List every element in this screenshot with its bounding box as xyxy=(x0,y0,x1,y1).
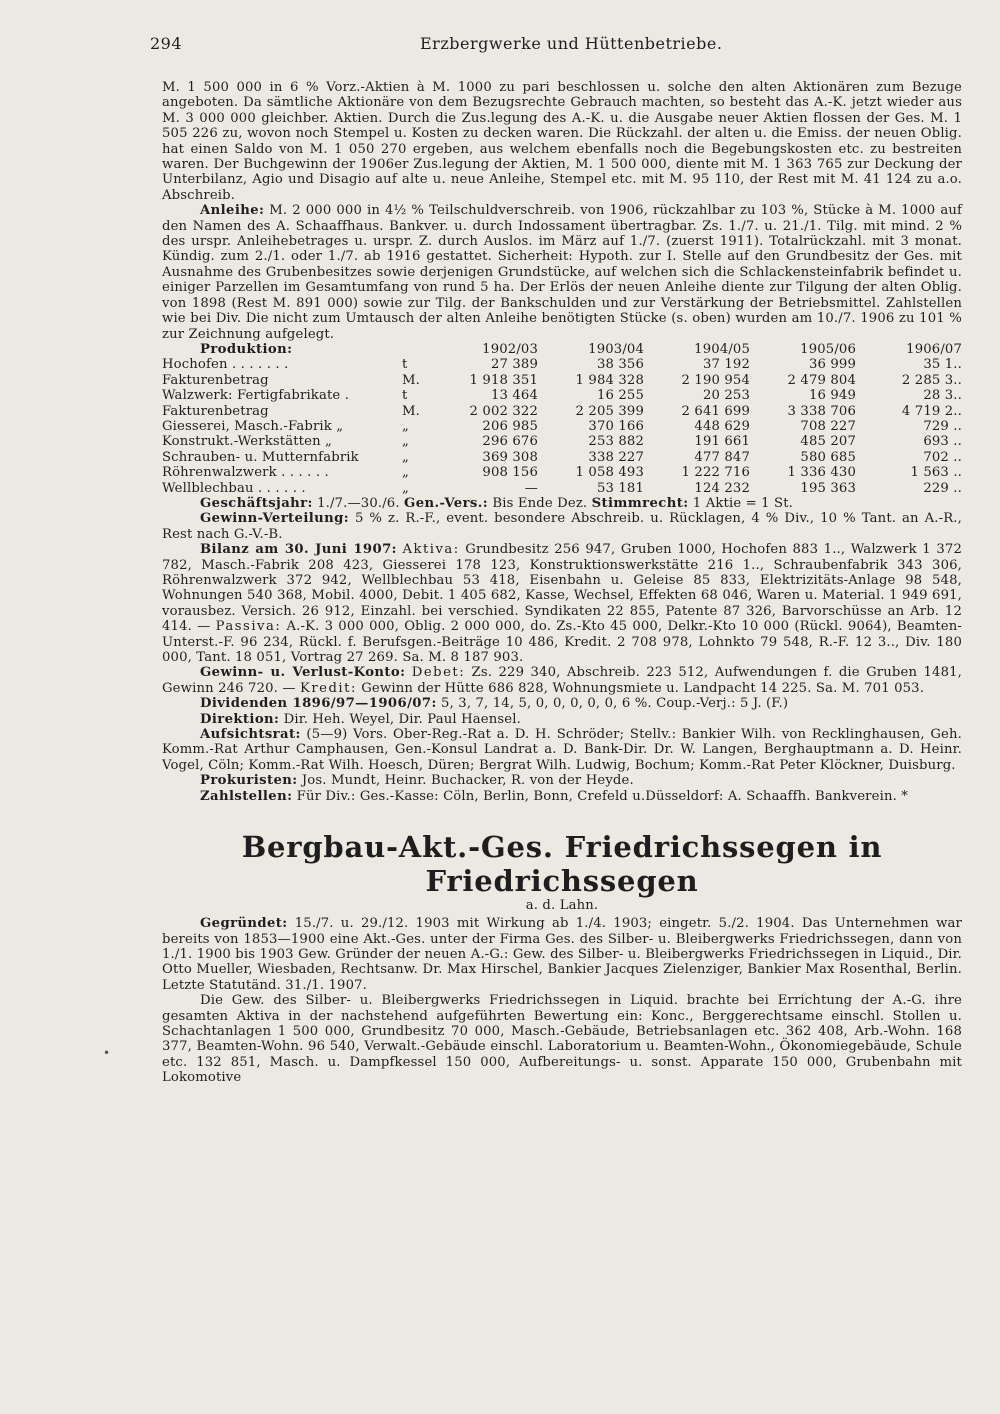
production-rows xyxy=(162,357,962,496)
page-body xyxy=(162,80,962,1086)
production-cell: 37 192 xyxy=(702,357,750,373)
production-cell: 702 .. xyxy=(923,449,962,465)
production-cell: 485 207 xyxy=(800,434,856,450)
company-title: Bergbau-Akt.-Ges. Friedrichssegen in Friedrichssegen xyxy=(241,830,883,899)
company-subtitle: a. d. Lahn. xyxy=(525,898,599,914)
production-cell: 3 338 706 xyxy=(787,403,856,419)
production-row-label: Walzwerk: Fertigfabrikate . xyxy=(162,388,350,404)
production-cell: 2 190 954 xyxy=(681,372,750,388)
production-cell: — xyxy=(524,480,538,496)
production-row-label: Fakturenbetrag xyxy=(162,403,269,419)
gv-text: Bis Ende Dez. xyxy=(488,495,592,511)
production-row xyxy=(162,373,962,388)
production-cell: 296 676 xyxy=(482,434,538,450)
production-row-unit: „ xyxy=(402,465,409,481)
anleihe-paragraph xyxy=(162,203,962,342)
anleihe-label: Anleihe: xyxy=(200,203,265,219)
production-cell: 369 308 xyxy=(482,449,538,465)
production-row-unit: M. xyxy=(402,372,420,388)
gegruendet-paragraph xyxy=(162,916,962,993)
gegruendet-text: 15./7. u. 29./12. 1903 mit Wirkung ab 1./4. 1903; eingetr. 5./2. 1904. Das Unternehmen war bereits von 1853—1900 eine Akt.-Ges. unter der Firma Ges. des Silber- u. Bleibergwerks Friedrichssegen, dann von 1./1. 1900 bis 1903 Gew. Gründer der neuen A.-G.: Gew. des Silber- u. Bleibergwerks Friedrichssegen in Liquid., Dir. Otto Mueller, Wiesbaden, Rechtsanw. Dr. Max Hirschel, Bankier Jacques Zielenziger, Bankier Max Rosenthal, Berlin. Letzte Statutänd. 31./1. 1907. xyxy=(162,916,962,993)
production-cell: 2 205 399 xyxy=(575,403,644,419)
gewinn-label: Gewinn-Verteilung: xyxy=(200,511,350,527)
guv-paragraph xyxy=(162,665,962,696)
production-cell: 27 389 xyxy=(490,357,538,373)
production-cell: 729 .. xyxy=(923,418,962,434)
production-cell: 191 661 xyxy=(694,434,750,450)
stimmrecht-text: 1 Aktie = 1 St. xyxy=(688,495,794,511)
gewinn-text: 5 % z. R.-F., event. besondere Abschreib. u. Rücklagen, 4 % Div., 10 % Tant. an A.-R., Rest nach G.-V.-B. xyxy=(162,511,962,542)
production-cell: 124 232 xyxy=(694,480,750,496)
aktiva-label: Aktiva: xyxy=(402,542,460,558)
year-col-3: 1904/05 xyxy=(694,341,750,357)
production-cell: 195 363 xyxy=(800,480,856,496)
production-cell: 908 156 xyxy=(482,465,538,481)
debet-label: Debet: xyxy=(411,665,466,681)
production-cell: 229 .. xyxy=(923,480,962,496)
running-title: Erzbergwerke und Hüttenbetriebe. xyxy=(420,34,723,53)
production-row-label: Fakturenbetrag xyxy=(162,372,269,388)
zahlstellen-text: Für Div.: Ges.-Kasse: Cöln, Berlin, Bonn, Crefeld u.Düsseldorf: A. Schaaffh. Bankverein. * xyxy=(292,788,909,804)
production-cell: 2 285 3.. xyxy=(901,372,962,388)
page-header xyxy=(150,34,970,56)
production-row xyxy=(162,419,962,434)
production-label: Produktion: xyxy=(200,341,293,357)
bilanz-text-2: A.-K. 3 000 000, Oblig. 2 000 000, do. Zs.-Kto 45 000, Delkr.-Kto 10 000 (Rückl. 9064), Beamten-Unterst.-F. 96 234, Rückl. f. Berufsgen.-Beiträge 10 486, Kredit. 2 708 978, Lohnkto 79 548, R.-F. 12 3.., Div. 180 000, Tant. 18 051, Vortrag 27 269. Sa. M. 8 187 903. xyxy=(162,619,963,666)
aktiva-einbringung-paragraph: Die Gew. des Silber- u. Bleibergwerks Friedrichssegen in Liquid. brachte bei Errichtung der A.-G. ihre gesamten Aktiva in der nachstehend aufgeführten Bewertung ein: Konc., Berggerechtsame einschl. Stollen u. Schachtanlagen 1 500 000, Grundbesitz 70 000, Masch.-Gebäude, Betriebsanlagen etc. 362 408, Arb.-Wohn. 168 377, Beamten-Wohn. 96 540, Verwalt.-Gebäude einschl. Laboratorium u. Beamten-Wohn., Ökonomiegebäude, Schule etc. 132 851, Masch. u. Dampfkessel 150 000, Aufbereitungs- u. sonst. Apparate 150 000, Grubenbahn mit Lokomotive xyxy=(162,993,962,1086)
production-cell: 4 719 2.. xyxy=(901,403,962,419)
production-cell: 38 356 xyxy=(596,357,644,373)
prokuristen-paragraph xyxy=(162,773,962,788)
production-cell: 20 253 xyxy=(702,388,750,404)
stimmrecht-label: Stimmrecht: xyxy=(591,495,689,511)
bilanz-paragraph xyxy=(162,542,962,665)
production-row-unit: t xyxy=(402,357,408,373)
dividends-label: Dividenden 1896/97—1906/07: xyxy=(200,696,437,712)
meta-paragraph xyxy=(162,496,962,511)
production-cell: 338 227 xyxy=(588,449,644,465)
gewinn-paragraph xyxy=(162,511,962,542)
production-cell: 28 3.. xyxy=(923,388,962,404)
production-row-label: Schrauben- u. Mutternfabrik xyxy=(162,449,359,465)
page-number: 294 xyxy=(150,34,183,53)
guv-text-1: Zs. 229 340, Abschreib. 223 512, Aufwendungen f. die Gruben 1481, Gewinn 246 720. — xyxy=(162,665,962,696)
anleihe-text: M. 2 000 000 in 4½ % Teilschuldverschreib. von 1906, rückzahlbar zu 103 %, Stücke à M. 1000 auf den Namen des A. Schaaffhaus. Bankver. u. durch Indossament übertragbar. Zs. 1./7. u. 21./1. Tilg. mit mind. 2 % des urspr. Anleihebetrages u. urspr. Z. durch Auslos. im März auf 1./7. (zuerst 1911). Totalrückzahl. mit 3 monat. Kündig. zum 2./1. oder 1./7. ab 1916 gestattet. Sicherheit: Hypoth. zur I. Stelle auf den Grundbesitz der Ges. mit Ausnahme des Grubenbesitzes sowie derjenigen Grundstücke, auf welchen sich die Schlackensteinfabrik befindet u. einiger Parzellen im Gesamtumfang von rund 5 ha. Der Erlös der neuen Anleihe diente zur Tilgung der alten Oblig. von 1898 (Rest M. 891 000) sowie zur Tilg. der Bankschulden und zur Verstärkung der Betriebsmittel. Zahlstellen wie bei Div. Die nicht zum Umtausch der alten Anleihe benötigten Stücke (s. oben) wurden am 10./7. 1906 zu 101 % zur Zeichnung aufgelegt. xyxy=(162,203,962,342)
direktion-text: Dir. Heh. Weyel, Dir. Paul Haensel. xyxy=(279,711,521,727)
production-cell: 477 847 xyxy=(694,449,750,465)
zahlstellen-paragraph xyxy=(162,789,962,804)
production-row xyxy=(162,404,962,419)
gv-label: Gen.-Vers.: xyxy=(404,495,489,511)
production-row-unit: „ xyxy=(402,480,409,496)
production-cell: 2 479 804 xyxy=(787,372,856,388)
production-header-row xyxy=(162,342,962,357)
production-cell: 693 .. xyxy=(923,434,962,450)
production-cell: 35 1.. xyxy=(923,357,962,373)
prokuristen-text: Jos. Mundt, Heinr. Buchacker, R. von der Heyde. xyxy=(297,773,634,789)
production-cell: 1 336 430 xyxy=(787,465,856,481)
production-cell: 253 882 xyxy=(588,434,644,450)
production-row xyxy=(162,388,962,403)
production-cell: 708 227 xyxy=(800,418,856,434)
gegruendet-label: Gegründet: xyxy=(200,916,288,932)
zahlstellen-label: Zahlstellen: xyxy=(200,788,293,804)
dividends-paragraph xyxy=(162,696,962,711)
production-row-label: Konstrukt.-Werkstätten „ xyxy=(162,434,333,450)
aufsichtsrat-text: (5—9) Vors. Ober-Reg.-Rat a. D. H. Schröder; Stellv.: Bankier Wilh. von Recklinghausen, Geh. Komm.-Rat Arthur Camphausen, Gen.-Konsul Landrat a. D. Bank-Dir. Dr. W. Langen, Berghauptmann a. D. Heinr. Vogel, Cöln; Komm.-Rat Wilh. Hoesch, Düren; Bergrat Wilh. Ludwig, Bochum; Komm.-Rat Peter Klöckner, Duisburg. xyxy=(162,727,962,773)
guv-label: Gewinn- u. Verlust-Konto: xyxy=(200,665,406,681)
direktion-paragraph xyxy=(162,712,962,727)
production-row xyxy=(162,434,962,449)
production-row xyxy=(162,357,962,372)
production-cell: 1 058 493 xyxy=(575,465,644,481)
kredit-label: Kredit: xyxy=(300,680,357,696)
production-cell: 1 563 .. xyxy=(910,465,962,481)
production-cell: 16 255 xyxy=(596,388,644,404)
prokuristen-label: Prokuristen: xyxy=(200,773,298,789)
production-row-unit: „ xyxy=(402,418,409,434)
year-col-1: 1902/03 xyxy=(482,341,538,357)
production-row xyxy=(162,481,962,496)
production-cell: 53 181 xyxy=(596,480,644,496)
production-cell: 580 685 xyxy=(800,449,856,465)
production-cell: 206 985 xyxy=(482,418,538,434)
year-col-5: 1906/07 xyxy=(906,341,962,357)
production-row-label: Wellblechbau . . . . . . xyxy=(162,480,306,496)
production-row-unit: M. xyxy=(402,403,420,419)
production-cell: 1 918 351 xyxy=(469,372,538,388)
direktion-label: Direktion: xyxy=(200,711,280,727)
year-col-2: 1903/04 xyxy=(588,341,644,357)
production-table xyxy=(162,342,962,496)
year-col-4: 1905/06 xyxy=(800,341,856,357)
production-cell: 16 949 xyxy=(808,388,856,404)
capital-paragraph: M. 1 500 000 in 6 % Vorz.-Aktien à M. 1000 zu pari beschlossen u. solche den alten Aktionären zum Bezuge angeboten. Da sämtliche Aktionäre von dem Bezugsrechte Gebrauch machten, so besteht das A.-K. jetzt wieder aus M. 3 000 000 gleichber. Aktien. Durch die Zus.legung des A.-K. u. die Ausgabe neuer Aktien flossen der Ges. M. 1 505 226 zu, wovon noch Stempel u. Kosten zu decken waren. Die Rückzahl. der alten u. die Emiss. der neuen Oblig. hat einen Saldo von M. 1 050 270 ergeben, aus welchem ebenfalls noch die Begebungskosten etc. zu bestreiten waren. Der Buchgewinn der 1906er Zus.legung der Aktien, M. 1 500 000, diente mit M. 1 363 765 zur Deckung der Unterbilanz, Agio und Disagio auf alte u. neue Anleihe, Stempel etc. mit M. 95 110, der Rest mit M. 41 124 zu a.o. Abschreib. xyxy=(162,80,962,203)
aufsichtsrat-label: Aufsichtsrat: xyxy=(200,727,301,743)
production-row-unit: „ xyxy=(402,434,409,450)
production-cell: 1 222 716 xyxy=(681,465,750,481)
production-row-unit: „ xyxy=(402,449,409,465)
aufsichtsrat-paragraph xyxy=(162,727,962,773)
production-row-label: Röhrenwalzwerk . . . . . . xyxy=(162,465,329,481)
production-cell: 2 002 322 xyxy=(469,403,538,419)
margin-dot: • xyxy=(103,1046,111,1060)
production-row-unit: t xyxy=(402,388,408,404)
gj-text: 1./7.—30./6. xyxy=(312,495,405,511)
production-cell: 448 629 xyxy=(694,418,750,434)
production-row xyxy=(162,450,962,465)
gj-label: Geschäftsjahr: xyxy=(200,495,313,511)
production-row xyxy=(162,465,962,480)
production-cell: 1 984 328 xyxy=(575,372,644,388)
production-cell: 13 464 xyxy=(490,388,538,404)
production-row-label: Giesserei, Masch.-Fabrik „ xyxy=(162,418,344,434)
bilanz-text-1: Grundbesitz 256 947, Gruben 1000, Hochofen 883 1.., Walzwerk 1 372 782, Masch.-Fabrik 208 423, Giesserei 178 123, Konstruktionswerkstätte 216 1.., Schraubenfabrik 343 306, Röhrenwalzwerk 372 942, Wellblechbau 53 418, Eisenbahn u. Geleise 85 833, Elektrizitäts-Anlage 98 548, Wohnungen 540 368, Mobil. 4000, Debit. 1 405 682, Kasse, Wechsel, Effekten 68 046, Waren u. Material. 1 949 691, vorausbez. Versich. 26 912, Einzahl. bei verschied. Syndikaten 22 855, Patente 87 326, Barvorschüsse an Arb. 12 414. — xyxy=(162,542,962,635)
dividends-text: 5, 3, 7, 14, 5, 0, 0, 0, 0, 0, 6 %. Coup.-Verj.: 5 J. (F.) xyxy=(436,696,789,712)
production-cell: 36 999 xyxy=(808,357,856,373)
bilanz-label: Bilanz am 30. Juni 1907: xyxy=(200,542,397,558)
passiva-label: Passiva: xyxy=(215,619,282,635)
production-row-label: Hochofen . . . . . . . xyxy=(162,357,289,373)
guv-text-2: Gewinn der Hütte 686 828, Wohnungsmiete u. Landpacht 14 225. Sa. M. 701 053. xyxy=(356,680,925,696)
production-cell: 2 641 699 xyxy=(681,403,750,419)
production-cell: 370 166 xyxy=(588,418,644,434)
